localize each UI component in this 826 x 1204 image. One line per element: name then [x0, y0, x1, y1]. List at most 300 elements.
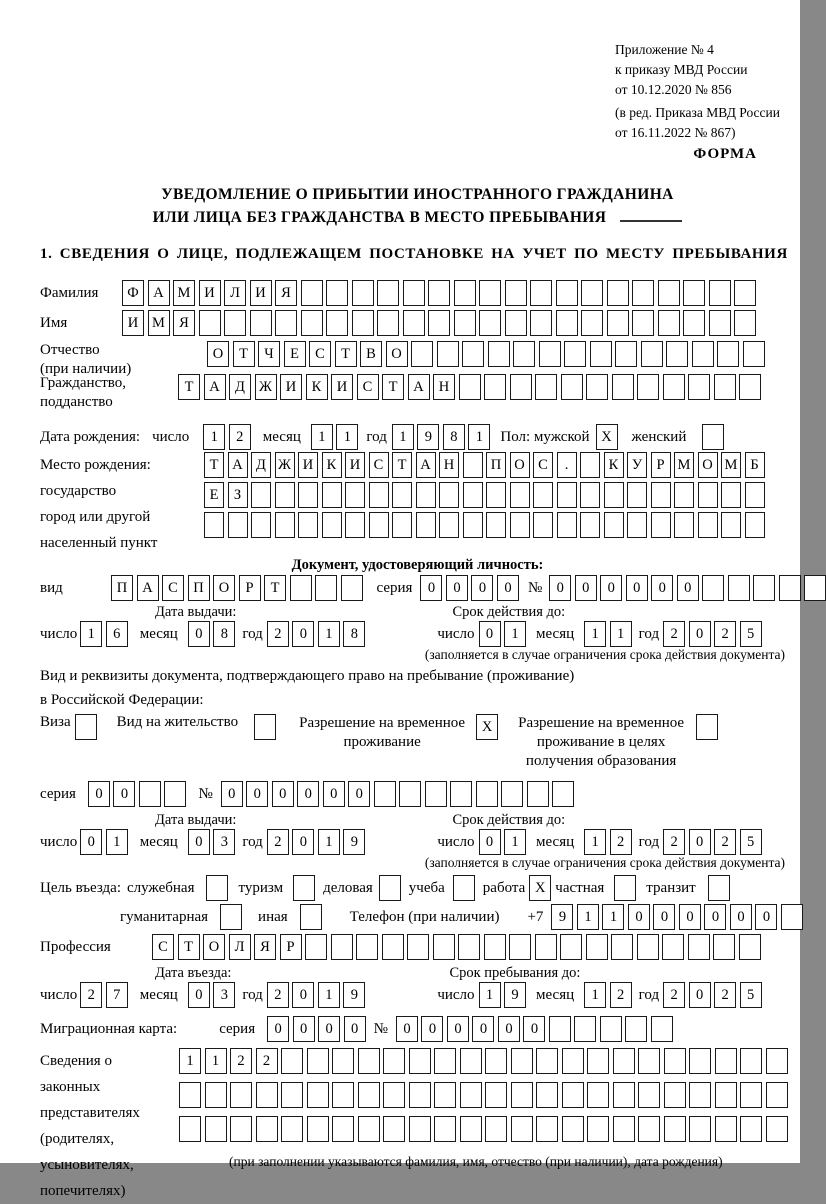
char-box[interactable]: 2 — [267, 982, 289, 1008]
char-box[interactable] — [256, 1082, 278, 1108]
char-box[interactable] — [721, 482, 741, 508]
char-box[interactable]: Е — [204, 482, 224, 508]
char-box[interactable] — [307, 1082, 329, 1108]
char-box[interactable] — [301, 280, 323, 306]
char-box[interactable] — [383, 1048, 405, 1074]
char-box[interactable] — [513, 341, 535, 367]
char-box[interactable] — [688, 374, 710, 400]
char-box[interactable] — [564, 341, 586, 367]
char-box[interactable] — [600, 1016, 622, 1042]
char-box[interactable] — [454, 280, 476, 306]
char-box[interactable]: М — [721, 452, 741, 478]
char-box[interactable] — [179, 1082, 201, 1108]
char-box[interactable] — [683, 280, 705, 306]
char-box[interactable] — [590, 341, 612, 367]
char-box[interactable] — [666, 341, 688, 367]
char-box[interactable] — [556, 280, 578, 306]
female-checkbox[interactable] — [702, 424, 724, 450]
char-box[interactable]: 2 — [80, 982, 102, 1008]
char-box[interactable] — [587, 1116, 609, 1142]
humanitarian-checkbox[interactable] — [220, 904, 242, 930]
char-box[interactable]: 0 — [113, 781, 135, 807]
char-box[interactable]: 8 — [213, 621, 235, 647]
char-box[interactable]: 0 — [293, 1016, 315, 1042]
char-box[interactable]: Т — [178, 374, 200, 400]
char-box[interactable]: 0 — [292, 982, 314, 1008]
temp-residence-checkbox[interactable]: X — [476, 714, 498, 740]
char-box[interactable]: М — [674, 452, 694, 478]
char-box[interactable] — [804, 575, 826, 601]
char-box[interactable]: 8 — [343, 621, 365, 647]
char-box[interactable] — [139, 781, 161, 807]
char-box[interactable]: 1 — [205, 1048, 227, 1074]
char-box[interactable]: О — [213, 575, 235, 601]
char-box[interactable]: О — [698, 452, 718, 478]
char-box[interactable] — [510, 482, 530, 508]
char-box[interactable] — [745, 482, 765, 508]
char-box[interactable] — [290, 575, 312, 601]
char-box[interactable] — [230, 1116, 252, 1142]
private-checkbox[interactable] — [614, 875, 636, 901]
char-box[interactable]: 2 — [714, 621, 736, 647]
char-box[interactable] — [281, 1082, 303, 1108]
char-box[interactable] — [251, 512, 271, 538]
char-box[interactable]: У — [627, 452, 647, 478]
char-box[interactable] — [416, 512, 436, 538]
char-box[interactable]: Ч — [258, 341, 280, 367]
char-box[interactable] — [740, 1116, 762, 1142]
char-box[interactable]: 5 — [740, 982, 762, 1008]
char-box[interactable]: 5 — [740, 621, 762, 647]
char-box[interactable] — [356, 934, 378, 960]
char-box[interactable] — [689, 1116, 711, 1142]
char-box[interactable]: 0 — [498, 1016, 520, 1042]
char-box[interactable] — [511, 1082, 533, 1108]
char-box[interactable] — [411, 341, 433, 367]
char-box[interactable] — [479, 310, 501, 336]
char-box[interactable]: 0 — [523, 1016, 545, 1042]
char-box[interactable] — [352, 310, 374, 336]
char-box[interactable]: Т — [382, 374, 404, 400]
char-box[interactable] — [205, 1116, 227, 1142]
char-box[interactable] — [779, 575, 801, 601]
char-box[interactable] — [557, 512, 577, 538]
char-box[interactable] — [580, 512, 600, 538]
char-box[interactable] — [611, 934, 633, 960]
char-box[interactable] — [612, 374, 634, 400]
char-box[interactable] — [698, 482, 718, 508]
char-box[interactable]: 2 — [229, 424, 251, 450]
char-box[interactable] — [613, 1116, 635, 1142]
char-box[interactable] — [511, 1116, 533, 1142]
char-box[interactable] — [637, 374, 659, 400]
char-box[interactable] — [392, 512, 412, 538]
char-box[interactable] — [501, 781, 523, 807]
char-box[interactable]: 0 — [479, 621, 501, 647]
char-box[interactable] — [332, 1116, 354, 1142]
char-box[interactable] — [428, 280, 450, 306]
char-box[interactable]: 5 — [740, 829, 762, 855]
char-box[interactable]: 1 — [468, 424, 490, 450]
char-box[interactable]: 1 — [318, 982, 340, 1008]
char-box[interactable] — [399, 781, 421, 807]
char-box[interactable]: О — [203, 934, 225, 960]
char-box[interactable] — [479, 280, 501, 306]
char-box[interactable] — [698, 512, 718, 538]
char-box[interactable] — [377, 310, 399, 336]
char-box[interactable] — [485, 1048, 507, 1074]
char-box[interactable]: Р — [239, 575, 261, 601]
char-box[interactable]: 0 — [677, 575, 699, 601]
visa-checkbox[interactable] — [75, 714, 97, 740]
char-box[interactable] — [505, 280, 527, 306]
char-box[interactable] — [228, 512, 248, 538]
char-box[interactable]: И — [280, 374, 302, 400]
char-box[interactable] — [326, 280, 348, 306]
char-box[interactable] — [627, 482, 647, 508]
char-box[interactable] — [734, 280, 756, 306]
char-box[interactable] — [486, 482, 506, 508]
char-box[interactable]: 0 — [575, 575, 597, 601]
char-box[interactable] — [485, 1082, 507, 1108]
char-box[interactable]: Л — [229, 934, 251, 960]
char-box[interactable] — [434, 1082, 456, 1108]
char-box[interactable] — [651, 482, 671, 508]
char-box[interactable]: А — [408, 374, 430, 400]
char-box[interactable] — [341, 575, 363, 601]
char-box[interactable]: Л — [224, 280, 246, 306]
char-box[interactable] — [345, 482, 365, 508]
char-box[interactable]: 6 — [106, 621, 128, 647]
char-box[interactable]: 1 — [479, 982, 501, 1008]
char-box[interactable] — [689, 1048, 711, 1074]
char-box[interactable] — [409, 1116, 431, 1142]
char-box[interactable] — [275, 482, 295, 508]
char-box[interactable]: А — [228, 452, 248, 478]
char-box[interactable]: Т — [204, 452, 224, 478]
char-box[interactable]: . — [557, 452, 577, 478]
char-box[interactable] — [505, 310, 527, 336]
char-box[interactable]: 0 — [272, 781, 294, 807]
char-box[interactable] — [713, 934, 735, 960]
char-box[interactable]: 1 — [584, 829, 606, 855]
char-box[interactable] — [683, 310, 705, 336]
char-box[interactable] — [224, 310, 246, 336]
char-box[interactable] — [739, 934, 761, 960]
char-box[interactable]: Т — [178, 934, 200, 960]
char-box[interactable]: 0 — [447, 1016, 469, 1042]
char-box[interactable] — [326, 310, 348, 336]
char-box[interactable]: 2 — [267, 829, 289, 855]
char-box[interactable] — [641, 341, 663, 367]
char-box[interactable] — [587, 1048, 609, 1074]
char-box[interactable] — [369, 512, 389, 538]
char-box[interactable] — [345, 512, 365, 538]
char-box[interactable] — [715, 1116, 737, 1142]
char-box[interactable] — [403, 310, 425, 336]
char-box[interactable]: Т — [335, 341, 357, 367]
char-box[interactable]: 0 — [221, 781, 243, 807]
char-box[interactable]: 1 — [584, 982, 606, 1008]
char-box[interactable] — [637, 934, 659, 960]
char-box[interactable]: 0 — [471, 575, 493, 601]
char-box[interactable]: 0 — [446, 575, 468, 601]
char-box[interactable] — [658, 310, 680, 336]
char-box[interactable] — [561, 374, 583, 400]
char-box[interactable] — [307, 1116, 329, 1142]
char-box[interactable] — [392, 482, 412, 508]
char-box[interactable] — [604, 512, 624, 538]
char-box[interactable]: З — [228, 482, 248, 508]
char-box[interactable] — [358, 1048, 380, 1074]
char-box[interactable] — [439, 482, 459, 508]
char-box[interactable] — [613, 1082, 635, 1108]
char-box[interactable]: С — [357, 374, 379, 400]
char-box[interactable] — [230, 1082, 252, 1108]
char-box[interactable]: 0 — [188, 829, 210, 855]
char-box[interactable] — [485, 1116, 507, 1142]
char-box[interactable] — [745, 512, 765, 538]
char-box[interactable]: Ж — [275, 452, 295, 478]
char-box[interactable] — [688, 934, 710, 960]
char-box[interactable] — [281, 1116, 303, 1142]
char-box[interactable]: 2 — [663, 982, 685, 1008]
char-box[interactable] — [709, 310, 731, 336]
business-checkbox[interactable] — [379, 875, 401, 901]
char-box[interactable]: 0 — [323, 781, 345, 807]
male-checkbox[interactable]: X — [596, 424, 618, 450]
char-box[interactable] — [275, 512, 295, 538]
char-box[interactable]: 0 — [626, 575, 648, 601]
char-box[interactable]: Я — [173, 310, 195, 336]
char-box[interactable] — [331, 934, 353, 960]
char-box[interactable] — [251, 482, 271, 508]
char-box[interactable] — [562, 1082, 584, 1108]
char-box[interactable]: Е — [284, 341, 306, 367]
char-box[interactable]: Р — [651, 452, 671, 478]
char-box[interactable]: 0 — [297, 781, 319, 807]
char-box[interactable]: 2 — [663, 621, 685, 647]
char-box[interactable] — [674, 512, 694, 538]
transit-checkbox[interactable] — [708, 875, 730, 901]
char-box[interactable] — [560, 934, 582, 960]
char-box[interactable] — [607, 310, 629, 336]
char-box[interactable] — [753, 575, 775, 601]
char-box[interactable] — [664, 1082, 686, 1108]
char-box[interactable] — [281, 1048, 303, 1074]
char-box[interactable] — [476, 781, 498, 807]
char-box[interactable]: 2 — [663, 829, 685, 855]
char-box[interactable]: 0 — [267, 1016, 289, 1042]
char-box[interactable] — [358, 1082, 380, 1108]
char-box[interactable]: 1 — [610, 621, 632, 647]
char-box[interactable]: 3 — [213, 982, 235, 1008]
char-box[interactable] — [552, 781, 574, 807]
char-box[interactable] — [530, 310, 552, 336]
char-box[interactable]: 7 — [106, 982, 128, 1008]
char-box[interactable]: 0 — [292, 621, 314, 647]
char-box[interactable] — [536, 1082, 558, 1108]
char-box[interactable] — [638, 1048, 660, 1074]
char-box[interactable]: А — [416, 452, 436, 478]
char-box[interactable] — [715, 1082, 737, 1108]
char-box[interactable]: 8 — [443, 424, 465, 450]
residence-permit-checkbox[interactable] — [254, 714, 276, 740]
char-box[interactable] — [460, 1116, 482, 1142]
char-box[interactable]: 9 — [504, 982, 526, 1008]
char-box[interactable] — [164, 781, 186, 807]
char-box[interactable] — [205, 1082, 227, 1108]
char-box[interactable] — [199, 310, 221, 336]
char-box[interactable]: 0 — [549, 575, 571, 601]
char-box[interactable]: 1 — [106, 829, 128, 855]
char-box[interactable]: 2 — [610, 829, 632, 855]
char-box[interactable] — [766, 1082, 788, 1108]
char-box[interactable] — [407, 934, 429, 960]
char-box[interactable] — [562, 1048, 584, 1074]
char-box[interactable] — [721, 512, 741, 538]
char-box[interactable]: 0 — [420, 575, 442, 601]
char-box[interactable] — [728, 575, 750, 601]
char-box[interactable] — [549, 1016, 571, 1042]
char-box[interactable] — [715, 1048, 737, 1074]
char-box[interactable] — [781, 904, 803, 930]
char-box[interactable] — [454, 310, 476, 336]
char-box[interactable] — [332, 1082, 354, 1108]
char-box[interactable] — [463, 512, 483, 538]
char-box[interactable] — [179, 1116, 201, 1142]
char-box[interactable]: С — [309, 341, 331, 367]
char-box[interactable]: М — [148, 310, 170, 336]
char-box[interactable]: 1 — [318, 621, 340, 647]
char-box[interactable]: 1 — [504, 621, 526, 647]
char-box[interactable] — [450, 781, 472, 807]
char-box[interactable] — [557, 482, 577, 508]
char-box[interactable] — [383, 1116, 405, 1142]
char-box[interactable] — [604, 482, 624, 508]
char-box[interactable] — [484, 934, 506, 960]
char-box[interactable] — [587, 1082, 609, 1108]
char-box[interactable]: 0 — [704, 904, 726, 930]
char-box[interactable]: 1 — [311, 424, 333, 450]
char-box[interactable]: 0 — [396, 1016, 418, 1042]
char-box[interactable] — [527, 781, 549, 807]
char-box[interactable] — [535, 934, 557, 960]
char-box[interactable]: 0 — [653, 904, 675, 930]
char-box[interactable] — [322, 512, 342, 538]
char-box[interactable] — [651, 512, 671, 538]
char-box[interactable]: С — [152, 934, 174, 960]
char-box[interactable] — [484, 374, 506, 400]
char-box[interactable] — [352, 280, 374, 306]
char-box[interactable]: 2 — [714, 829, 736, 855]
char-box[interactable] — [580, 482, 600, 508]
char-box[interactable]: 1 — [504, 829, 526, 855]
char-box[interactable] — [462, 341, 484, 367]
char-box[interactable]: Ж — [255, 374, 277, 400]
char-box[interactable] — [664, 1048, 686, 1074]
char-box[interactable]: 0 — [600, 575, 622, 601]
char-box[interactable]: И — [345, 452, 365, 478]
char-box[interactable]: И — [298, 452, 318, 478]
char-box[interactable] — [638, 1082, 660, 1108]
char-box[interactable]: 0 — [689, 621, 711, 647]
char-box[interactable]: 3 — [213, 829, 235, 855]
char-box[interactable] — [256, 1116, 278, 1142]
char-box[interactable] — [511, 1048, 533, 1074]
char-box[interactable] — [536, 1116, 558, 1142]
char-box[interactable] — [734, 310, 756, 336]
temp-residence-education-checkbox[interactable] — [696, 714, 718, 740]
char-box[interactable]: 0 — [188, 982, 210, 1008]
char-box[interactable] — [332, 1048, 354, 1074]
char-box[interactable]: В — [360, 341, 382, 367]
char-box[interactable] — [664, 1116, 686, 1142]
char-box[interactable] — [740, 1082, 762, 1108]
char-box[interactable] — [459, 374, 481, 400]
char-box[interactable]: 2 — [256, 1048, 278, 1074]
char-box[interactable] — [433, 934, 455, 960]
char-box[interactable]: 9 — [343, 982, 365, 1008]
char-box[interactable] — [250, 310, 272, 336]
char-box[interactable]: 0 — [689, 829, 711, 855]
char-box[interactable]: О — [386, 341, 408, 367]
char-box[interactable]: Ф — [122, 280, 144, 306]
char-box[interactable] — [632, 310, 654, 336]
char-box[interactable]: М — [173, 280, 195, 306]
char-box[interactable] — [458, 934, 480, 960]
char-box[interactable] — [674, 482, 694, 508]
char-box[interactable]: О — [207, 341, 229, 367]
char-box[interactable]: 1 — [318, 829, 340, 855]
char-box[interactable] — [692, 341, 714, 367]
char-box[interactable]: 2 — [230, 1048, 252, 1074]
char-box[interactable] — [574, 1016, 596, 1042]
char-box[interactable]: Т — [264, 575, 286, 601]
char-box[interactable] — [322, 482, 342, 508]
char-box[interactable] — [315, 575, 337, 601]
char-box[interactable]: 0 — [479, 829, 501, 855]
char-box[interactable] — [409, 1048, 431, 1074]
char-box[interactable] — [409, 1082, 431, 1108]
char-box[interactable] — [581, 310, 603, 336]
char-box[interactable] — [305, 934, 327, 960]
char-box[interactable] — [369, 482, 389, 508]
char-box[interactable]: 1 — [203, 424, 225, 450]
char-box[interactable] — [488, 341, 510, 367]
char-box[interactable]: 0 — [755, 904, 777, 930]
char-box[interactable]: 0 — [348, 781, 370, 807]
char-box[interactable] — [766, 1048, 788, 1074]
char-box[interactable] — [439, 512, 459, 538]
char-box[interactable]: 2 — [714, 982, 736, 1008]
char-box[interactable]: Б — [745, 452, 765, 478]
char-box[interactable] — [689, 1082, 711, 1108]
char-box[interactable]: С — [162, 575, 184, 601]
char-box[interactable] — [383, 1082, 405, 1108]
char-box[interactable] — [709, 280, 731, 306]
char-box[interactable]: П — [486, 452, 506, 478]
char-box[interactable] — [556, 310, 578, 336]
char-box[interactable]: Я — [254, 934, 276, 960]
char-box[interactable]: 0 — [344, 1016, 366, 1042]
char-box[interactable]: 2 — [267, 621, 289, 647]
char-box[interactable] — [536, 1048, 558, 1074]
char-box[interactable]: 0 — [651, 575, 673, 601]
char-box[interactable] — [434, 1048, 456, 1074]
char-box[interactable] — [533, 482, 553, 508]
char-box[interactable] — [586, 934, 608, 960]
